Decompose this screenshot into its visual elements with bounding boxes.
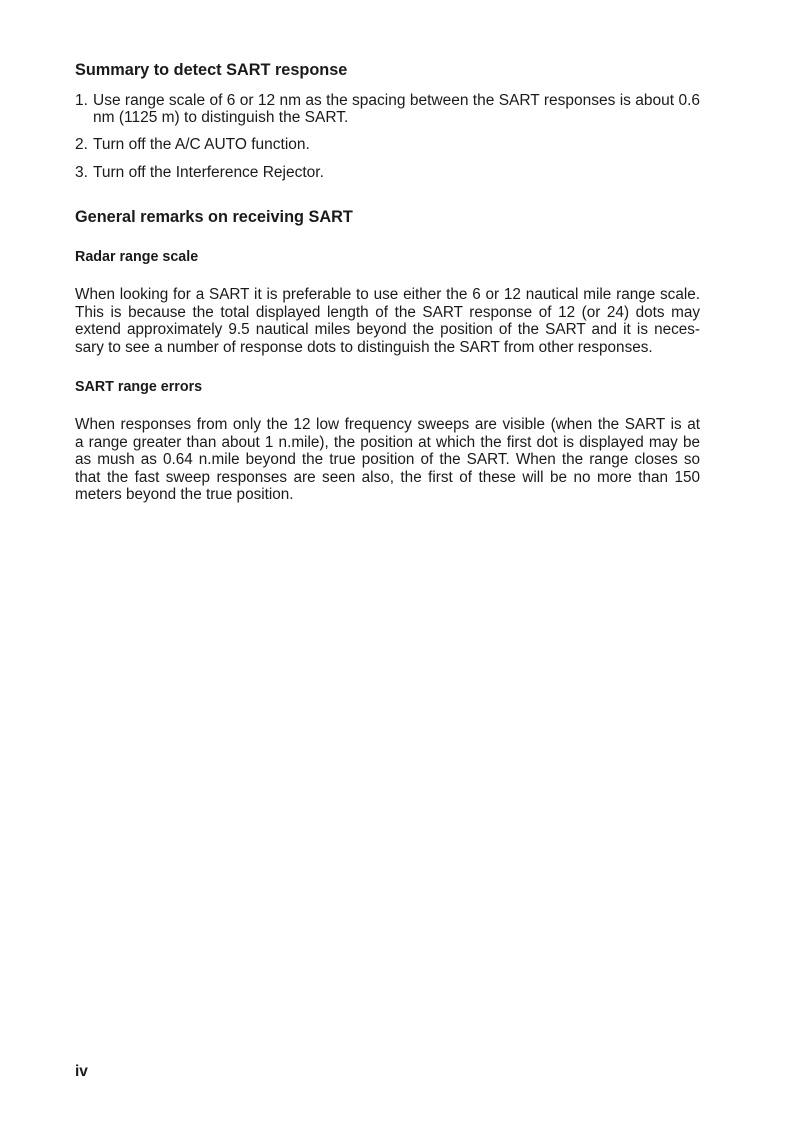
radar-range-scale-paragraph	[75, 286, 700, 356]
paragraph-line: This is because the total displayed length of the SART response of 12 (or 24) dots may	[75, 303, 700, 321]
list-item-number: 3.	[75, 164, 88, 181]
summary-list-item	[75, 92, 700, 126]
summary-list-item	[75, 164, 700, 181]
paragraph-line: meters beyond the true position.	[75, 486, 294, 503]
paragraph-line: that the fast sweep responses are seen also, the first of these will be no more than 150	[75, 468, 700, 486]
page-number: iv	[75, 1063, 88, 1080]
general-remarks-heading: General remarks on receiving SART	[75, 208, 353, 226]
paragraph-line: When looking for a SART it is preferable to use either the 6 or 12 nautical mile range scale.	[75, 286, 700, 303]
sart-range-errors-heading: SART range errors	[75, 379, 203, 395]
paragraph-line: as mush as 0.64 n.mile beyond the true position of the SART. When the range closes so	[75, 451, 700, 468]
list-item-number: 1.	[75, 92, 88, 109]
list-item-text: Turn off the A/C AUTO function.	[93, 136, 310, 153]
list-item-number: 2.	[75, 136, 88, 153]
paragraph-line: extend approximately 9.5 nautical miles beyond the position of the SART and it is neces-	[75, 321, 700, 338]
paragraph-line: a range greater than about 1 n.mile), the position at which the first dot is displayed may be	[75, 433, 700, 451]
summary-list-item	[75, 136, 700, 153]
paragraph-line: sary to see a number of response dots to distinguish the SART from other responses.	[75, 338, 653, 356]
list-item-text: Use range scale of 6 or 12 nm as the spacing between the SART responses is about 0.6 nm (1125 m) to distinguish the SART.	[93, 92, 700, 126]
radar-range-scale-heading: Radar range scale	[75, 249, 199, 265]
summary-heading: Summary to detect SART response	[75, 61, 348, 79]
sart-range-errors-paragraph	[75, 416, 700, 504]
list-item-text: Turn off the Interference Rejector.	[93, 164, 324, 181]
paragraph-line: When responses from only the 12 low frequency sweeps are visible (when the SART is at	[75, 416, 700, 433]
